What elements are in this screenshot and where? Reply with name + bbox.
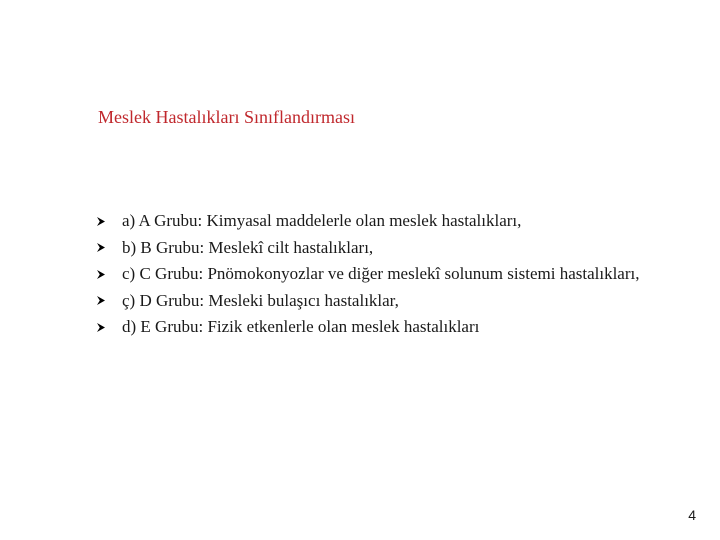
slide-title: Meslek Hastalıkları Sınıflandırması [98,107,355,127]
list-item [95,314,639,341]
list-item [95,288,639,315]
page-number: 4 [688,507,696,523]
bullet-list [95,208,639,341]
list-item-text: ç) D Grubu: Mesleki bulaşıcı hastalıklar, [122,290,399,310]
arrowhead-bullet-icon [95,268,107,280]
arrowhead-bullet-icon [95,242,107,254]
arrowhead-bullet-icon [95,295,107,307]
list-item-text: c) C Grubu: Pnömokonyozlar ve diğer meslekî solunum sistemi hastalıkları, [122,264,640,284]
list-item-text: d) E Grubu: Fizik etkenlerle olan meslek hastalıkları [122,317,480,337]
list-item-text: b) B Grubu: Meslekî cilt hastalıkları, [122,237,374,257]
list-item [95,208,639,235]
arrowhead-bullet-icon [95,215,107,227]
list-item-text: a) A Grubu: Kimyasal maddelerle olan meslek hastalıkları, [122,211,522,231]
arrowhead-bullet-icon [95,321,107,333]
list-item [95,235,639,262]
list-item [95,261,639,288]
